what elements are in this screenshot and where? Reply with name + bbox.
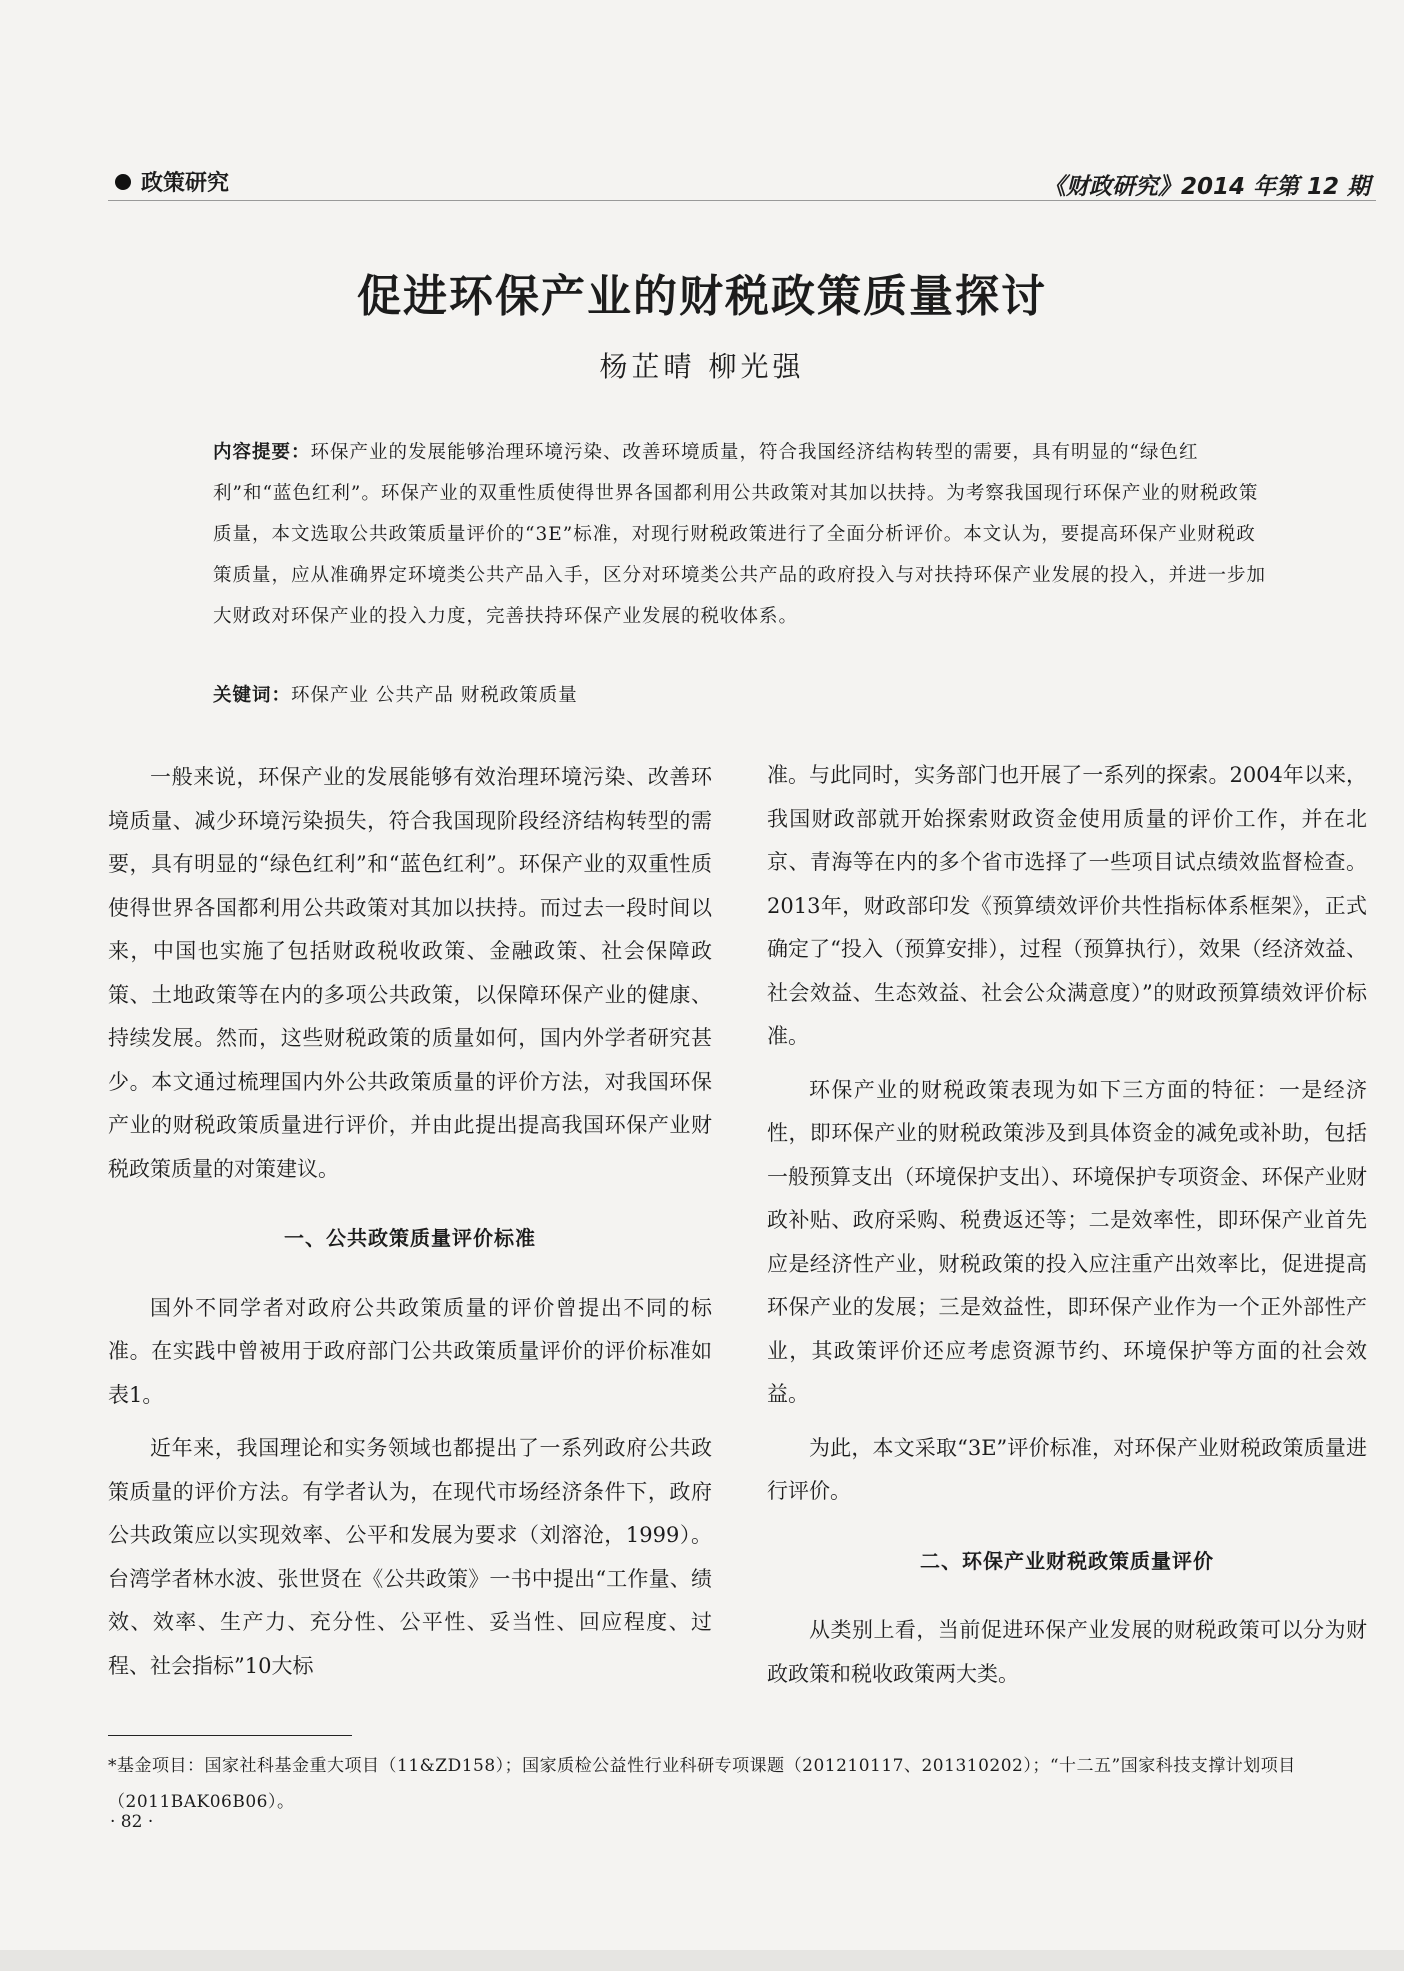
section-heading-2: 二、环保产业财税政策质量评价	[920, 1548, 1214, 1573]
keywords	[213, 681, 1273, 707]
page-number: · 82 ·	[110, 1812, 154, 1832]
scan-edge	[0, 1950, 1404, 1971]
body-paragraph: 从类别上看，当前促进环保产业发展的财税政策可以分为财政政策和税收政策两大类。	[767, 1618, 1367, 1686]
abstract-text: 环保产业的发展能够治理环境污染、改善环境质量，符合我国经济结构转型的需要，具有明显的“绿色红利”和“蓝色红利”。环保产业的双重性质使得世界各国都利用公共政策对其加以扶持。为考察我国现行环保产业的财税政策质量，本文选取公共政策质量评价的“3E”标准，对现行财税政策进行了全面分析评价。本文认为，要提高环保产业财税政策质量，应从准确界定环境类公共产品入手，区分对环境类公共产品的政府投入与对扶持环保产业发展的投入，并进一步加大财政对环保产业的投入力度，完善扶持环保产业发展的税收体系。	[213, 442, 1267, 627]
article-title: 促进环保产业的财税政策质量探讨	[357, 271, 1047, 322]
section-heading-1: 一、公共政策质量评价标准	[284, 1226, 536, 1250]
bullet-icon	[115, 174, 131, 190]
body-paragraph: 环保产业的财税政策表现为如下三方面的特征：一是经济性，即环保产业的财税政策涉及到具体资金的减免或补助，包括一般预算支出（环境保护支出）、环境保护专项资金、环保产业财政补贴、政府采购、税费返还等；二是效率性，即环保产业首先应是经济性产业，财税政策的投入应注重产出效率比，促进提高环保产业的发展；三是效益性，即环保产业作为一个正外部性产业，其政策评价还应考虑资源节约、环境保护等方面的社会效益。	[767, 1077, 1367, 1406]
right-column	[767, 754, 1367, 1696]
section-label: 政策研究	[141, 171, 230, 196]
abstract	[213, 432, 1273, 637]
abstract-label: 内容提要：	[213, 442, 311, 463]
body-paragraph: 一般来说，环保产业的发展能够有效治理环境污染、改善环境质量、减少环境污染损失，符合我国现阶段经济结构转型的需要，具有明显的“绿色红利”和“蓝色红利”。环保产业的双重性质使得世界各国都利用公共政策对其加以扶持。而过去一段时间以来，中国也实施了包括财政税收政策、金融政策、社会保障政策、土地政策等在内的多项公共政策，以保障环保产业的健康、持续发展。然而，这些财税政策的质量如何，国内外学者研究甚少。本文通过梳理国内外公共政策质量的评价方法，对我国环保产业的财税政策质量进行评价，并由此提出提高我国环保产业财税政策质量的对策建议。	[108, 765, 712, 1181]
body-paragraph: 准。与此同时，实务部门也开展了一系列的探索。2004年以来，我国财政部就开始探索财政资金使用质量的评价工作，并在北京、青海等在内的多个省市选择了一些项目试点绩效监督检查。2013年，财政部印发《预算绩效评价共性指标体系框架》，正式确定了“投入（预算安排），过程（预算执行），效果（经济效益、社会效益、生态效益、社会公众满意度）”的财政预算绩效评价标准。	[767, 763, 1367, 1048]
section-tag	[115, 166, 229, 197]
left-column	[108, 756, 712, 1688]
article-authors: 杨芷晴 柳光强	[599, 350, 805, 383]
footnote: *基金项目：国家社科基金重大项目（11&ZD158）；国家质检公益性行业科研专项课题（201210117、201310202）；“十二五”国家科技支撑计划项目（2011BAK06B06）。	[108, 1756, 1296, 1812]
keywords-text: 环保产业 公共产品 财税政策质量	[291, 685, 578, 706]
journal-issue: 《财政研究》2014 年第 12 期	[1042, 174, 1370, 200]
footnote-rule	[108, 1735, 352, 1736]
header-rule	[108, 200, 1376, 201]
keywords-label: 关键词：	[213, 685, 292, 706]
body-paragraph: 国外不同学者对政府公共政策质量的评价曾提出不同的标准。在实践中曾被用于政府部门公共政策质量评价的评价标准如表1。	[108, 1295, 712, 1407]
body-paragraph: 为此，本文采取“3E”评价标准，对环保产业财税政策质量进行评价。	[767, 1435, 1367, 1503]
body-paragraph: 近年来，我国理论和实务领域也都提出了一系列政府公共政策质量的评价方法。有学者认为，在现代市场经济条件下，政府公共政策应以实现效率、公平和发展为要求（刘溶沧，1999）。台湾学者林水波、张世贤在《公共政策》一书中提出“工作量、绩效、效率、生产力、充分性、公平性、妥当性、回应程度、过程、社会指标”10大标	[108, 1436, 712, 1678]
